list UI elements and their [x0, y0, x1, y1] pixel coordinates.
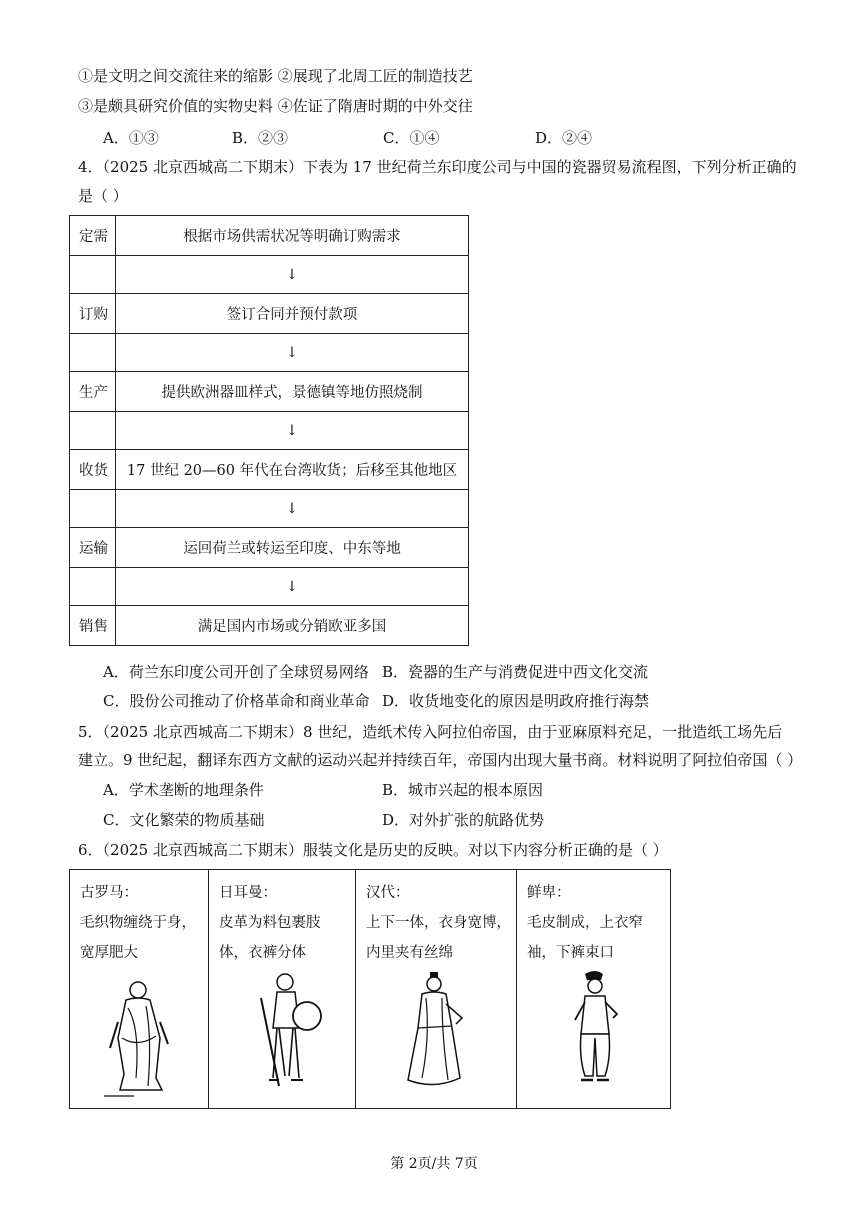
q3-option-d: D．②④ — [535, 129, 593, 147]
cell-desc: 毛皮制成，上衣窄 — [527, 915, 643, 931]
q4-option-b: B．瓷器的生产与消费促进中西文化交流 — [382, 663, 649, 681]
q5-option-b: B．城市兴起的根本原因 — [382, 781, 544, 799]
flow-step-content: 根据市场供需状况等明确订购需求 — [116, 216, 469, 256]
roman-toga-figure-image — [100, 978, 180, 1098]
cell-desc: 内里夹有丝绵 — [366, 945, 453, 961]
flow-row — [70, 216, 469, 256]
xianbei-figure-image — [557, 968, 637, 1098]
down-arrow-icon: ↓ — [116, 568, 469, 606]
flow-step-content: 运回荷兰或转运至印度、中东等地 — [116, 528, 469, 568]
q5-stem-line-1: 5．（2025 北京西城高二下期末）8 世纪，造纸术传入阿拉伯帝国，由于亚麻原料充足，一批造纸工场先后 — [78, 723, 783, 741]
cell-title: 鲜卑： — [527, 885, 571, 901]
flow-step-content: 满足国内市场或分销欧亚多国 — [116, 606, 469, 646]
flow-row — [70, 450, 469, 490]
clothing-cell-ancient-rome — [70, 870, 209, 1109]
flow-arrow-row — [70, 568, 469, 606]
flow-arrow-row — [70, 490, 469, 528]
down-arrow-icon: ↓ — [116, 412, 469, 450]
q4-option-a: A．荷兰东印度公司开创了全球贸易网络 — [103, 663, 369, 681]
q3-statement-line-2: ③是颇具研究价值的实物史料 ④佐证了隋唐时期的中外交往 — [78, 97, 473, 115]
clothing-cell-han-dynasty — [356, 870, 517, 1109]
q5-stem-line-2: 建立。9 世纪起，翻译东西方文献的运动兴起并持续百年，帝国内出现大量书商。材料说明了阿拉伯帝国（ ） — [78, 751, 803, 769]
cell-desc: 上下一体，衣身宽博， — [366, 915, 511, 931]
flow-row — [70, 528, 469, 568]
q6-clothing-table — [69, 869, 671, 1109]
flow-row — [70, 372, 469, 412]
flow-step-label: 订购 — [70, 294, 116, 334]
q4-stem-line-1: 4．（2025 北京西城高二下期末）下表为 17 世纪荷兰东印度公司与中国的瓷器贸易流程图，下列分析正确的 — [78, 158, 797, 176]
q5-option-c: C．文化繁荣的物质基础 — [103, 811, 265, 829]
q5-option-d: D．对外扩张的航路优势 — [382, 811, 545, 829]
q3-statement-line-1: ①是文明之间交流往来的缩影 ②展现了北周工匠的制造技艺 — [78, 67, 473, 85]
flow-row — [70, 294, 469, 334]
cell-desc: 毛织物缠绕于身， — [80, 915, 196, 931]
flow-step-content: 17 世纪 20—60 年代在台湾收货；后移至其他地区 — [116, 450, 469, 490]
down-arrow-icon: ↓ — [116, 256, 469, 294]
q5-option-a: A．学术垄断的地理条件 — [103, 781, 264, 799]
down-arrow-icon: ↓ — [116, 490, 469, 528]
cell-desc: 体，衣裤分体 — [219, 945, 306, 961]
q3-option-c: C．①④ — [383, 129, 440, 147]
flow-step-label: 运输 — [70, 528, 116, 568]
flow-arrow-row — [70, 412, 469, 450]
cell-title: 汉代： — [366, 885, 410, 901]
flow-step-content: 提供欧洲器皿样式，景德镇等地仿照烧制 — [116, 372, 469, 412]
flow-arrow-row — [70, 334, 469, 372]
cell-title: 日耳曼： — [219, 885, 277, 901]
q4-option-c: C．股份公司推动了价格革命和商业革命 — [103, 692, 370, 710]
q4-option-d: D．收货地变化的原因是明政府推行海禁 — [382, 692, 650, 710]
flow-step-label: 定需 — [70, 216, 116, 256]
q6-stem: 6．（2025 北京西城高二下期末）服装文化是历史的反映。对以下内容分析正确的是（ ） — [78, 841, 668, 859]
flow-step-label: 收货 — [70, 450, 116, 490]
q3-option-b: B．②③ — [232, 129, 289, 147]
clothing-cell-germanic — [209, 870, 356, 1109]
clothing-cell-xianbei — [517, 870, 671, 1109]
cell-desc: 袖，下裤束口 — [527, 945, 614, 961]
q4-stem-line-2: 是（ ） — [78, 187, 128, 205]
cell-desc: 宽厚肥大 — [80, 945, 138, 961]
page-footer: 第 2页/共 7页 — [390, 1156, 478, 1172]
han-robe-figure-image — [396, 968, 476, 1098]
germanic-warrior-figure-image — [249, 968, 329, 1098]
down-arrow-icon: ↓ — [116, 334, 469, 372]
flow-arrow-row — [70, 256, 469, 294]
q3-option-a: A．①③ — [103, 129, 159, 147]
flow-step-label: 生产 — [70, 372, 116, 412]
flow-row — [70, 606, 469, 646]
q4-flow-table — [69, 215, 469, 646]
flow-step-label: 销售 — [70, 606, 116, 646]
cell-desc: 皮革为料包裹肢 — [219, 915, 321, 931]
cell-title: 古罗马： — [80, 885, 138, 901]
flow-step-content: 签订合同并预付款项 — [116, 294, 469, 334]
